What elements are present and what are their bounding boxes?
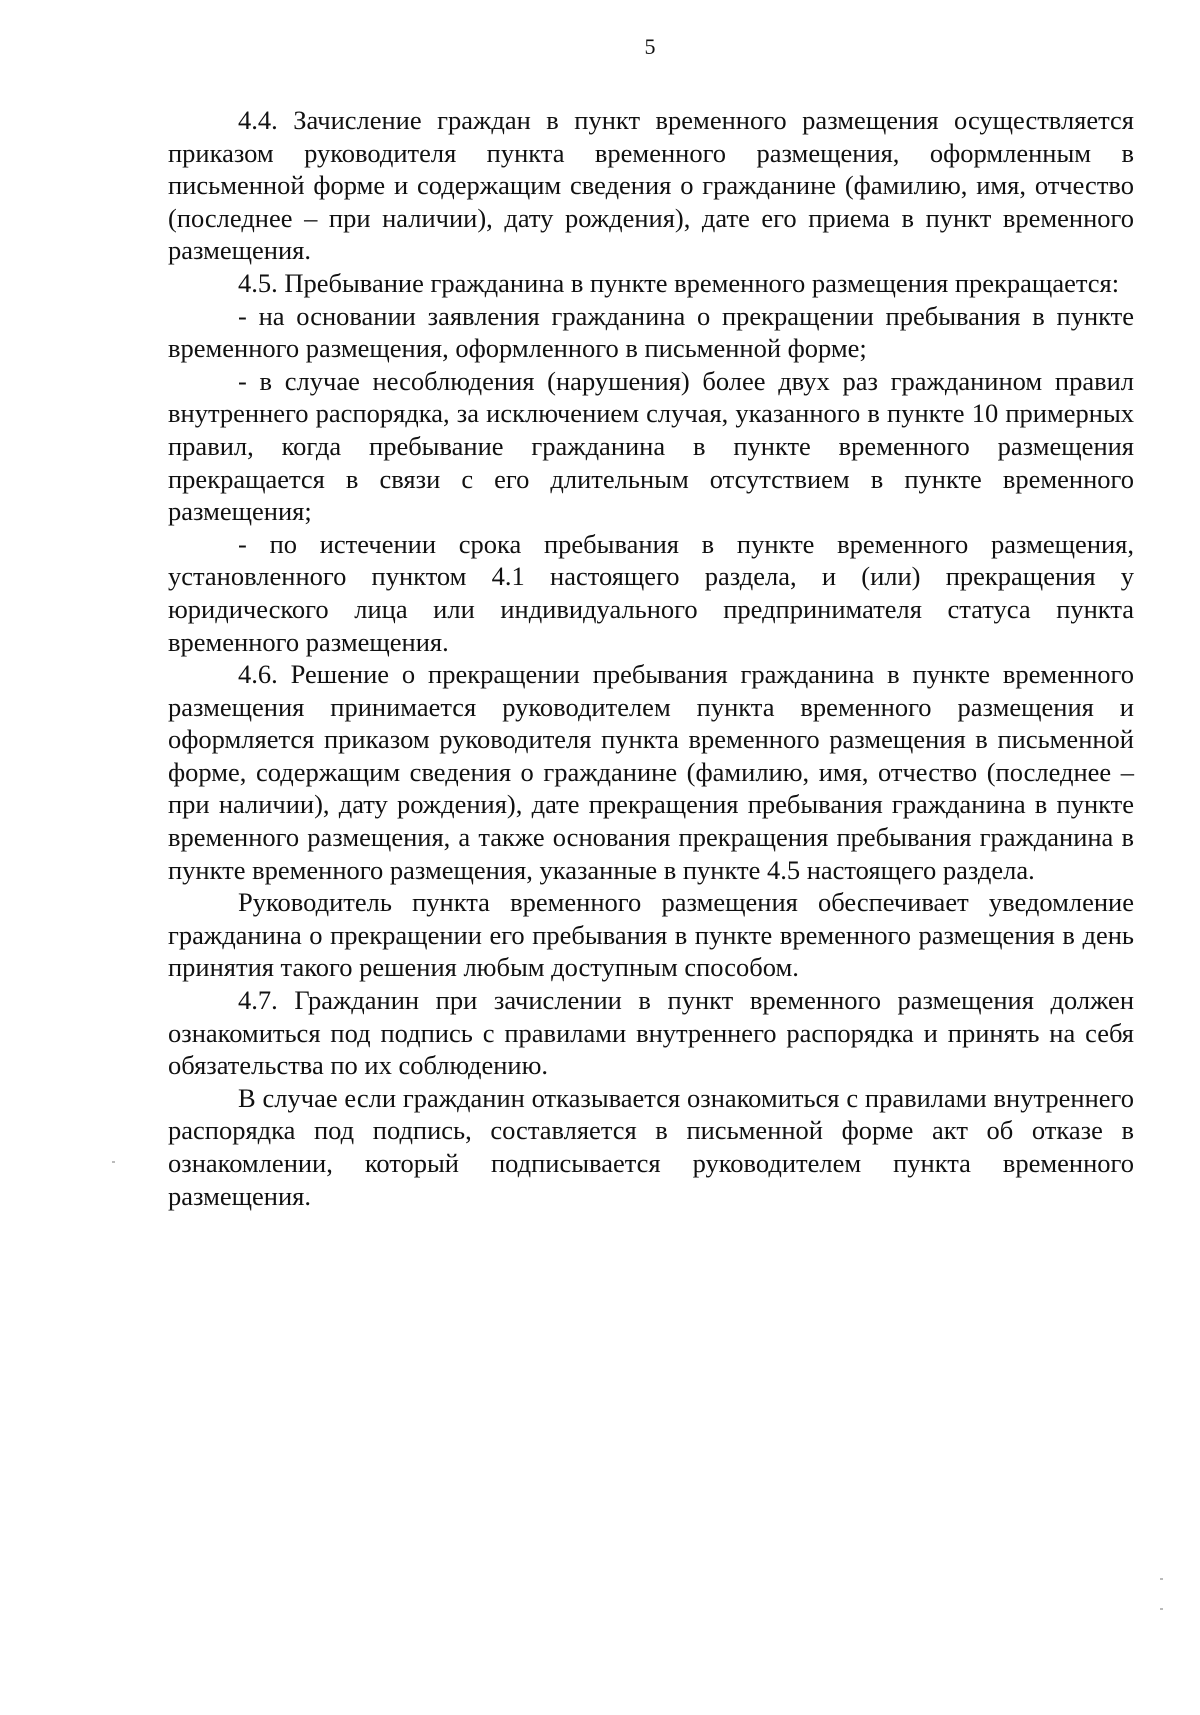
paragraph-4-7: 4.7. Гражданин при зачислении в пункт временного размещения должен ознакомиться под подпись с правилами внутреннего распорядка и принять на себя обязательства по их соблюдению. xyxy=(168,985,1134,1081)
paragraph-4-4: 4.4. Зачисление граждан в пункт временного размещения осуществляется приказом руководителя пункта временного размещения, оформленным в письменной форме и содержащим сведения о гражданине (фамилию, имя, отчество (последнее – при наличии), дату рождения), дате его приема в пункт временного размещения. xyxy=(168,105,1134,266)
scan-artifact xyxy=(1160,1578,1163,1580)
scan-artifact xyxy=(1160,1608,1163,1610)
page-number: 5 xyxy=(644,34,656,59)
scan-artifact xyxy=(112,1161,115,1163)
paragraph-4-5: 4.5. Пребывание гражданина в пункте временного размещения прекращается: xyxy=(238,267,1120,298)
list-item-application: - на основании заявления гражданина о прекращении пребывания в пункте временного размещения, оформленного в письменной форме; xyxy=(168,300,1134,364)
paragraph-4-6: 4.6. Решение о прекращении пребывания гражданина в пункте временного размещения принимается руководителем пункта временного размещения и оформляется приказом руководителя пункта временного размещения в письменной форме, содержащим сведения о гражданине (фамилию, имя, отчество (последнее – при наличии), дату рождения), дате прекращения пребывания гражданина в пункте временного размещения, а также основания прекращения пребывания гражданина в пункте временного размещения, указанные в пункте 4.5 настоящего раздела. xyxy=(168,659,1134,885)
document-body xyxy=(168,104,1134,1212)
list-item-expiry: - по истечении срока пребывания в пункте временного размещения, установленного пунктом 4.1 настоящего раздела, и (или) прекращения у юридического лица или индивидуального предпринимателя статуса пункта временного размещения. xyxy=(168,528,1134,657)
list-item-violation: - в случае несоблюдения (нарушения) более двух раз гражданином правил внутреннего распорядка, за исключением случая, указанного в пункте 10 примерных правил, когда пребывание гражданина в пункте временного размещения прекращается в связи с его длительным отсутствием в пункте временного размещения; xyxy=(168,365,1134,527)
paragraph-refusal: В случае если гражданин отказывается ознакомиться с правилами внутреннего распорядка под подпись, составляется в письменной форме акт об отказе в ознакомлении, который подписывается руководителем пункта временного размещения. xyxy=(168,1082,1134,1211)
paragraph-notification: Руководитель пункта временного размещения обеспечивает уведомление гражданина о прекращении его пребывания в пункте временного размещения в день принятия такого решения любым доступным способом. xyxy=(168,887,1134,983)
